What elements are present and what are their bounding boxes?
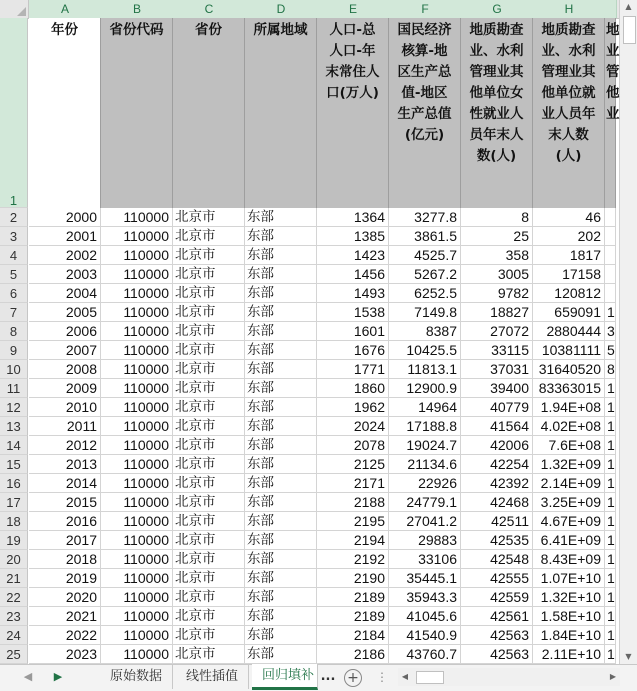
table-cell[interactable]: 北京市 [173, 303, 245, 322]
table-cell[interactable]: 2015 [29, 493, 101, 512]
column-header-bar [0, 0, 620, 19]
scroll-left-icon[interactable]: ◀ [401, 672, 409, 681]
table-cell[interactable]: 4.02E+08 [533, 417, 605, 436]
table-cell[interactable]: 1 [607, 475, 615, 491]
table-cell[interactable]: 北京市 [173, 588, 245, 607]
table-cell[interactable]: 19024.7 [389, 436, 461, 455]
scroll-up-icon[interactable]: ▲ [625, 2, 632, 11]
table-cell[interactable]: 2022 [29, 626, 101, 645]
table-cell[interactable]: 2017 [29, 531, 101, 550]
table-cell[interactable]: 北京市 [173, 550, 245, 569]
table-cell[interactable]: 东部 [245, 531, 317, 550]
table-cell[interactable]: 2014 [29, 474, 101, 493]
tab-linear-interpolation[interactable]: 线性插值 [176, 665, 249, 689]
table-cell[interactable]: 2194 [317, 531, 389, 550]
table-cell[interactable]: 北京市 [173, 341, 245, 360]
table-cell[interactable]: 2002 [29, 246, 101, 265]
table-cell[interactable]: 2003 [29, 265, 101, 284]
table-cell[interactable]: 北京市 [173, 569, 245, 588]
table-cell[interactable]: 2000 [29, 208, 101, 227]
table-cell[interactable]: 2006 [29, 322, 101, 341]
select-all-corner[interactable] [0, 0, 29, 18]
table-cell[interactable]: 北京市 [173, 493, 245, 512]
table-cell[interactable]: 东部 [245, 588, 317, 607]
table-cell[interactable]: 2020 [29, 588, 101, 607]
table-cell[interactable]: 北京市 [173, 436, 245, 455]
table-cell[interactable]: 北京市 [173, 607, 245, 626]
table-cell[interactable]: 110000 [101, 303, 173, 322]
row-header[interactable]: 18 [0, 512, 28, 531]
row-header[interactable]: 13 [0, 417, 28, 436]
column-header-a[interactable]: A [29, 0, 102, 18]
table-cell[interactable]: 4525.7 [389, 246, 461, 265]
row-header[interactable]: 20 [0, 550, 28, 569]
table-cell[interactable]: 110000 [101, 512, 173, 531]
table-cell[interactable]: 110000 [101, 588, 173, 607]
table-cell[interactable]: 358 [461, 246, 533, 265]
table-cell[interactable]: 1 [607, 437, 615, 453]
tab-split-handle-icon[interactable]: ⋮ [376, 670, 388, 684]
table-cell[interactable]: 1 [607, 532, 615, 548]
table-cell[interactable]: 1493 [317, 284, 389, 303]
table-cell[interactable]: 5267.2 [389, 265, 461, 284]
header-cell[interactable]: 地 业 管 他 业 [605, 18, 616, 208]
table-cell[interactable]: 东部 [245, 208, 317, 227]
table-cell[interactable]: 2001 [29, 227, 101, 246]
table-cell[interactable]: 110000 [101, 284, 173, 303]
row-header[interactable]: 25 [0, 645, 28, 664]
row-header[interactable]: 24 [0, 626, 28, 645]
table-cell[interactable]: 42511 [461, 512, 533, 531]
table-cell[interactable]: 2018 [29, 550, 101, 569]
table-cell[interactable]: 37031 [461, 360, 533, 379]
table-cell[interactable]: 110000 [101, 607, 173, 626]
table-cell[interactable]: 2009 [29, 379, 101, 398]
table-cell[interactable]: 110000 [101, 417, 173, 436]
column-header-d[interactable]: D [245, 0, 318, 18]
table-cell[interactable]: 110000 [101, 550, 173, 569]
more-sheets-button[interactable]: ... [320, 669, 336, 684]
table-cell[interactable]: 11813.1 [389, 360, 461, 379]
table-cell[interactable]: 110000 [101, 360, 173, 379]
table-cell[interactable]: 3861.5 [389, 227, 461, 246]
table-cell[interactable]: 东部 [245, 379, 317, 398]
table-cell[interactable]: 东部 [245, 417, 317, 436]
table-cell[interactable]: 东部 [245, 455, 317, 474]
table-cell[interactable]: 25 [461, 227, 533, 246]
table-cell[interactable]: 2004 [29, 284, 101, 303]
table-cell[interactable]: 41045.6 [389, 607, 461, 626]
table-cell[interactable]: 27041.2 [389, 512, 461, 531]
table-cell[interactable]: 2189 [317, 607, 389, 626]
table-cell[interactable]: 2190 [317, 569, 389, 588]
row-header[interactable]: 2 [0, 208, 28, 227]
row-header[interactable]: 5 [0, 265, 28, 284]
table-cell[interactable]: 东部 [245, 626, 317, 645]
table-cell[interactable]: 北京市 [173, 246, 245, 265]
row-header[interactable]: 6 [0, 284, 28, 303]
table-cell[interactable]: 北京市 [173, 265, 245, 284]
table-cell[interactable]: 2024 [317, 417, 389, 436]
column-header-c[interactable]: C [173, 0, 246, 18]
column-header-i[interactable] [605, 0, 617, 18]
column-header-h[interactable]: H [533, 0, 606, 18]
table-cell[interactable]: 1601 [317, 322, 389, 341]
table-cell[interactable]: 1 [607, 646, 615, 662]
table-cell[interactable]: 东部 [245, 265, 317, 284]
table-cell[interactable]: 2880444 [533, 322, 605, 341]
table-cell[interactable]: 42392 [461, 474, 533, 493]
table-cell[interactable]: 1 [607, 608, 615, 624]
table-cell[interactable]: 110000 [101, 531, 173, 550]
tab-scroll-left-icon[interactable]: ◀ [23, 670, 33, 683]
table-cell[interactable]: 33106 [389, 550, 461, 569]
row-header[interactable]: 22 [0, 588, 28, 607]
horizontal-scrollbar[interactable] [398, 668, 620, 686]
table-cell[interactable]: 110000 [101, 436, 173, 455]
table-cell[interactable]: 6.41E+09 [533, 531, 605, 550]
table-cell[interactable]: 1817 [533, 246, 605, 265]
table-cell[interactable]: 42563 [461, 626, 533, 645]
table-cell[interactable]: 40779 [461, 398, 533, 417]
table-cell[interactable]: 120812 [533, 284, 605, 303]
table-cell[interactable]: 北京市 [173, 626, 245, 645]
table-cell[interactable]: 10381111 [533, 341, 605, 360]
table-cell[interactable]: 110000 [101, 626, 173, 645]
table-cell[interactable]: 2184 [317, 626, 389, 645]
table-cell[interactable]: 东部 [245, 341, 317, 360]
table-cell[interactable]: 2005 [29, 303, 101, 322]
column-header-g[interactable]: G [461, 0, 534, 18]
table-cell[interactable]: 35943.3 [389, 588, 461, 607]
table-cell[interactable]: 北京市 [173, 455, 245, 474]
header-cell[interactable]: 地质勘查 业、水利 管理业其 他单位女 性就业人 员年末人 数(人) [461, 18, 533, 208]
table-cell[interactable]: 110000 [101, 493, 173, 512]
table-cell[interactable]: 2186 [317, 645, 389, 664]
row-header[interactable]: 4 [0, 246, 28, 265]
table-cell[interactable]: 北京市 [173, 645, 245, 664]
table-cell[interactable]: 1538 [317, 303, 389, 322]
table-cell[interactable]: 3 [607, 323, 615, 339]
table-cell[interactable]: 北京市 [173, 398, 245, 417]
table-cell[interactable]: 1364 [317, 208, 389, 227]
table-cell[interactable] [605, 246, 616, 265]
table-cell[interactable]: 12900.9 [389, 379, 461, 398]
table-cell[interactable]: 2007 [29, 341, 101, 360]
table-cell[interactable]: 东部 [245, 550, 317, 569]
table-cell[interactable]: 1385 [317, 227, 389, 246]
table-cell[interactable]: 1.84E+10 [533, 626, 605, 645]
table-cell[interactable]: 东部 [245, 303, 317, 322]
table-cell[interactable]: 46 [533, 208, 605, 227]
table-cell[interactable]: 24779.1 [389, 493, 461, 512]
row-header[interactable]: 8 [0, 322, 28, 341]
vertical-scrollbar[interactable] [619, 0, 637, 664]
table-cell[interactable]: 110000 [101, 341, 173, 360]
header-cell[interactable]: 地质勘查 业、水利 管理业其 他单位就 业人员年 末人数 (人) [533, 18, 605, 208]
table-cell[interactable]: 2019 [29, 569, 101, 588]
table-cell[interactable]: 北京市 [173, 474, 245, 493]
row-header[interactable]: 16 [0, 474, 28, 493]
table-cell[interactable]: 东部 [245, 474, 317, 493]
table-cell[interactable]: 2023 [29, 645, 101, 664]
column-header-e[interactable]: E [317, 0, 390, 18]
table-cell[interactable]: 3277.8 [389, 208, 461, 227]
column-header-b[interactable]: B [101, 0, 174, 18]
row-header[interactable]: 14 [0, 436, 28, 455]
table-cell[interactable]: 18827 [461, 303, 533, 322]
table-cell[interactable]: 1423 [317, 246, 389, 265]
header-cell[interactable]: 省份 [173, 18, 245, 208]
table-cell[interactable]: 22926 [389, 474, 461, 493]
table-cell[interactable]: 42563 [461, 645, 533, 664]
table-cell[interactable]: 8387 [389, 322, 461, 341]
table-cell[interactable]: 1 [607, 513, 615, 529]
row-header[interactable]: 17 [0, 493, 28, 512]
table-cell[interactable]: 17158 [533, 265, 605, 284]
header-cell[interactable]: 省份代码 [101, 18, 173, 208]
sheet-tab-bar [0, 664, 637, 691]
table-cell[interactable]: 41564 [461, 417, 533, 436]
table-cell[interactable]: 3005 [461, 265, 533, 284]
table-cell[interactable]: 42006 [461, 436, 533, 455]
table-cell[interactable]: 110000 [101, 265, 173, 284]
table-cell[interactable]: 北京市 [173, 417, 245, 436]
table-cell[interactable]: 北京市 [173, 360, 245, 379]
table-cell[interactable]: 41540.9 [389, 626, 461, 645]
row-header[interactable]: 15 [0, 455, 28, 474]
table-cell[interactable]: 10425.5 [389, 341, 461, 360]
table-cell[interactable]: 东部 [245, 246, 317, 265]
vertical-scroll-thumb[interactable] [623, 16, 636, 44]
table-cell[interactable]: 1.58E+10 [533, 607, 605, 626]
header-cell[interactable]: 人口-总 人口-年 末常住人 口(万人) [317, 18, 389, 208]
table-cell[interactable]: 5 [607, 342, 615, 358]
table-cell[interactable]: 42535 [461, 531, 533, 550]
table-cell[interactable]: 东部 [245, 645, 317, 664]
table-cell[interactable]: 2012 [29, 436, 101, 455]
table-cell[interactable]: 42559 [461, 588, 533, 607]
table-cell[interactable]: 1.32E+10 [533, 588, 605, 607]
scroll-down-icon[interactable]: ▼ [625, 652, 632, 661]
table-cell[interactable]: 659091 [533, 303, 605, 322]
table-cell[interactable]: 33115 [461, 341, 533, 360]
table-cell[interactable]: 东部 [245, 512, 317, 531]
table-cell[interactable]: 1 [607, 589, 615, 605]
table-cell[interactable] [605, 227, 616, 246]
table-cell[interactable]: 29883 [389, 531, 461, 550]
table-cell[interactable]: 9782 [461, 284, 533, 303]
table-cell[interactable]: 1 [607, 494, 615, 510]
table-cell[interactable]: 2188 [317, 493, 389, 512]
table-cell[interactable]: 东部 [245, 607, 317, 626]
table-cell[interactable]: 8 [461, 208, 533, 227]
table-cell[interactable]: 北京市 [173, 208, 245, 227]
table-cell[interactable]: 北京市 [173, 284, 245, 303]
column-header-f[interactable]: F [389, 0, 462, 18]
row-header[interactable]: 19 [0, 531, 28, 550]
table-cell[interactable]: 东部 [245, 398, 317, 417]
table-cell[interactable]: 42468 [461, 493, 533, 512]
table-cell[interactable]: 2013 [29, 455, 101, 474]
table-cell[interactable]: 东部 [245, 493, 317, 512]
scroll-right-icon[interactable]: ▶ [609, 672, 617, 681]
table-cell[interactable]: 35445.1 [389, 569, 461, 588]
table-cell[interactable]: 1 [607, 380, 615, 396]
table-cell[interactable]: 东部 [245, 284, 317, 303]
row-header[interactable]: 7 [0, 303, 28, 322]
table-cell[interactable] [605, 265, 616, 284]
tab-regression-fill[interactable]: 回归填补 [252, 664, 318, 690]
table-cell[interactable]: 42561 [461, 607, 533, 626]
table-cell[interactable]: 北京市 [173, 512, 245, 531]
row-header[interactable]: 11 [0, 379, 28, 398]
table-cell[interactable]: 2189 [317, 588, 389, 607]
header-cell[interactable]: 年份 [29, 18, 101, 208]
table-cell[interactable]: 1 [607, 570, 615, 586]
table-cell[interactable]: 42555 [461, 569, 533, 588]
table-cell[interactable]: 2125 [317, 455, 389, 474]
table-cell[interactable]: 110000 [101, 474, 173, 493]
table-cell[interactable]: 东部 [245, 227, 317, 246]
table-cell[interactable]: 1860 [317, 379, 389, 398]
table-cell[interactable]: 2021 [29, 607, 101, 626]
table-cell[interactable]: 2195 [317, 512, 389, 531]
table-cell[interactable]: 2010 [29, 398, 101, 417]
header-cell[interactable]: 所属地域 [245, 18, 317, 208]
table-cell[interactable]: 110000 [101, 208, 173, 227]
table-cell[interactable]: 1 [607, 627, 615, 643]
table-cell[interactable]: 1 [607, 399, 615, 415]
table-cell[interactable]: 110000 [101, 455, 173, 474]
table-cell[interactable]: 17188.8 [389, 417, 461, 436]
table-cell[interactable]: 202 [533, 227, 605, 246]
table-cell[interactable]: 1.32E+09 [533, 455, 605, 474]
table-cell[interactable]: 1.94E+08 [533, 398, 605, 417]
table-cell[interactable] [605, 284, 616, 303]
table-cell[interactable]: 3.25E+09 [533, 493, 605, 512]
row-header[interactable]: 9 [0, 341, 28, 360]
table-cell[interactable]: 北京市 [173, 379, 245, 398]
table-cell[interactable]: 北京市 [173, 322, 245, 341]
tab-raw-data[interactable]: 原始数据 [100, 665, 173, 689]
table-cell[interactable]: 东部 [245, 322, 317, 341]
table-cell[interactable]: 2008 [29, 360, 101, 379]
table-cell[interactable]: 110000 [101, 246, 173, 265]
table-cell[interactable]: 8.43E+09 [533, 550, 605, 569]
table-cell[interactable]: 东部 [245, 360, 317, 379]
horizontal-scroll-thumb[interactable] [416, 671, 444, 684]
table-cell[interactable]: 7149.8 [389, 303, 461, 322]
table-cell[interactable]: 1.07E+10 [533, 569, 605, 588]
row-header[interactable]: 23 [0, 607, 28, 626]
table-cell[interactable]: 110000 [101, 398, 173, 417]
table-cell[interactable]: 东部 [245, 436, 317, 455]
table-cell[interactable]: 2192 [317, 550, 389, 569]
row-header[interactable]: 21 [0, 569, 28, 588]
table-cell[interactable]: 北京市 [173, 227, 245, 246]
table-cell[interactable]: 43760.7 [389, 645, 461, 664]
table-cell[interactable]: 1962 [317, 398, 389, 417]
table-cell[interactable]: 14964 [389, 398, 461, 417]
row-header[interactable]: 1 [0, 18, 28, 208]
table-cell[interactable]: 39400 [461, 379, 533, 398]
table-cell[interactable]: 8 [607, 361, 615, 377]
table-cell[interactable]: 2078 [317, 436, 389, 455]
table-cell[interactable]: 2171 [317, 474, 389, 493]
table-cell[interactable] [605, 208, 616, 227]
tab-scroll-right-icon[interactable]: ▶ [53, 670, 63, 683]
table-cell[interactable]: 110000 [101, 645, 173, 664]
table-cell[interactable]: 110000 [101, 569, 173, 588]
table-cell[interactable]: 东部 [245, 569, 317, 588]
table-cell[interactable]: 1 [607, 304, 615, 320]
row-header[interactable]: 12 [0, 398, 28, 417]
table-cell[interactable]: 1 [607, 418, 615, 434]
table-cell[interactable]: 2.11E+10 [533, 645, 605, 664]
table-cell[interactable]: 1676 [317, 341, 389, 360]
row-header[interactable]: 3 [0, 227, 28, 246]
table-cell[interactable]: 110000 [101, 379, 173, 398]
table-cell[interactable]: 7.6E+08 [533, 436, 605, 455]
table-cell[interactable]: 北京市 [173, 531, 245, 550]
table-cell[interactable]: 6252.5 [389, 284, 461, 303]
table-cell[interactable]: 4.67E+09 [533, 512, 605, 531]
table-cell[interactable]: 1456 [317, 265, 389, 284]
table-cell[interactable]: 2011 [29, 417, 101, 436]
header-cell[interactable]: 国民经济 核算-地 区生产总 值-地区 生产总值 (亿元) [389, 18, 461, 208]
table-cell[interactable]: 2016 [29, 512, 101, 531]
table-cell[interactable]: 110000 [101, 322, 173, 341]
table-cell[interactable]: 83363015 [533, 379, 605, 398]
table-cell[interactable]: 27072 [461, 322, 533, 341]
table-cell[interactable]: 42548 [461, 550, 533, 569]
table-cell[interactable]: 2.14E+09 [533, 474, 605, 493]
table-cell[interactable]: 1 [607, 456, 615, 472]
table-cell[interactable]: 110000 [101, 227, 173, 246]
add-sheet-button[interactable]: + [344, 669, 362, 687]
table-cell[interactable]: 1 [607, 551, 615, 567]
table-cell[interactable]: 1771 [317, 360, 389, 379]
table-cell[interactable]: 31640520 [533, 360, 605, 379]
table-cell[interactable]: 21134.6 [389, 455, 461, 474]
row-header[interactable]: 10 [0, 360, 28, 379]
table-cell[interactable]: 42254 [461, 455, 533, 474]
